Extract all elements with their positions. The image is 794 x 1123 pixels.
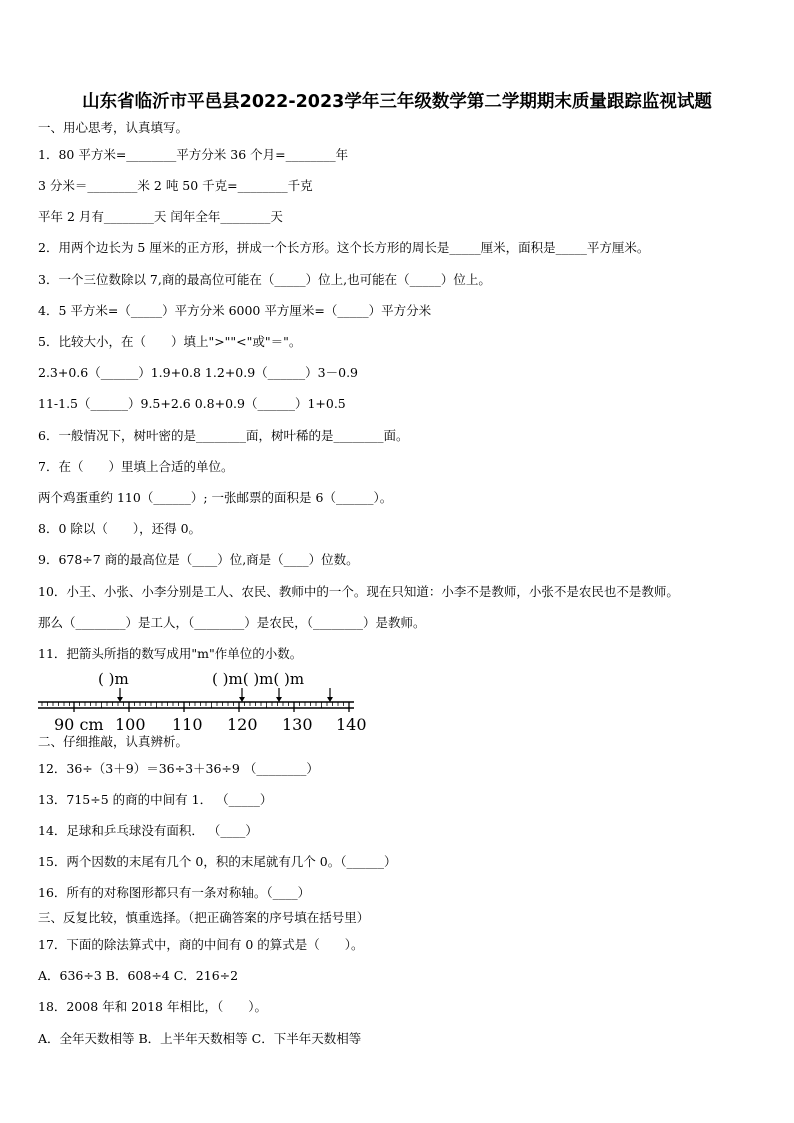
question-15: 15．两个因数的末尾有几个 0，积的末尾就有几个 0。（______） [38,854,397,869]
question-10a: 10．小王、小张、小李分别是工人、农民、教师中的一个。现在只知道：小李不是教师，小张不是农民也不是教师。 [38,584,679,599]
question-18: 18．2008 年和 2018 年相比，（ ）。 [38,999,267,1014]
ruler-mark-label-2: ( )m( )m( )m [212,670,305,688]
question-16: 16．所有的对称图形都只有一条对称轴。（____） [38,885,311,900]
question-10b: 那么（________）是工人，（________）是农民，（________）是教师。 [38,615,426,630]
section-3-heading: 三、反复比较，慎重选择。（把正确答案的序号填在括号里） [38,910,370,925]
question-13: 13．715÷5 的商的中间有 1． （_____） [38,792,273,807]
question-3: 3．一个三位数除以 7,商的最高位可能在（_____）位上,也可能在（_____）位上。 [38,272,491,287]
question-11: 11．把箭头所指的数写成用"m"作单位的小数。 [38,646,303,661]
question-2: 2．用两个边长为 5 厘米的正方形，拼成一个长方形。这个长方形的周长是_____厘米，面积是_____平方厘米。 [38,240,650,255]
ruler-label-140: 140 [336,715,367,734]
ruler-label-100: 100 [115,715,146,734]
question-1a: 1．80 平方米=________平方分米 36 个月=________年 [38,147,349,162]
question-18-options: A．全年天数相等 B．上半年天数相等 C．下半年天数相等 [38,1031,362,1046]
question-4: 4．5 平方米=（_____）平方分米 6000 平方厘米=（_____）平方分米 [38,303,432,318]
ruler-label-90cm: 90 cm [54,715,104,734]
ruler-ticks [42,702,349,712]
number-line-ruler [36,666,376,736]
question-7: 7．在（ ）里填上合适的单位。 [38,459,234,474]
ruler-label-130: 130 [282,715,313,734]
section-1-heading: 一、用心思考，认真填写。 [38,120,189,135]
section-2-heading: 二、仔细推敲，认真辨析。 [38,734,189,749]
question-7a: 两个鸡蛋重约 110（______）; 一张邮票的面积是 6（______）。 [38,490,393,505]
ruler-mark-label-1: ( )m [98,670,129,688]
question-5b: 11-1.5（______）9.5+2.6 0.8+0.9（______）1+0.5 [38,396,346,411]
question-17-options: A．636÷3 B．608÷4 C．216÷2 [38,968,239,983]
question-14: 14．足球和乒乓球没有面积． （____） [38,823,258,838]
ruler-label-120: 120 [227,715,258,734]
question-6: 6．一般情况下，树叶密的是________面，树叶稀的是________面。 [38,428,409,443]
question-9: 9．678÷7 商的最高位是（____）位,商是（____）位数。 [38,552,359,567]
question-8: 8．0 除以（ ），还得 0。 [38,521,202,536]
question-1b: 3 分米＝________米 2 吨 50 千克=________千克 [38,178,313,193]
question-17: 17．下面的除法算式中，商的中间有 0 的算式是（ ）。 [38,937,364,952]
question-5a: 2.3+0.6（______）1.9+0.8 1.2+0.9（______）3－0.9 [38,365,359,380]
question-12: 12．36÷（3＋9）＝36÷3＋36÷9 （________） [38,761,319,776]
ruler-label-110: 110 [172,715,203,734]
question-1c: 平年 2 月有________天 闰年全年________天 [38,209,283,224]
page-title: 山东省临沂市平邑县2022-2023学年三年级数学第二学期期末质量跟踪监视试题 [82,92,712,112]
question-5: 5．比较大小，在（ ）填上">""<"或"＝"。 [38,334,302,349]
